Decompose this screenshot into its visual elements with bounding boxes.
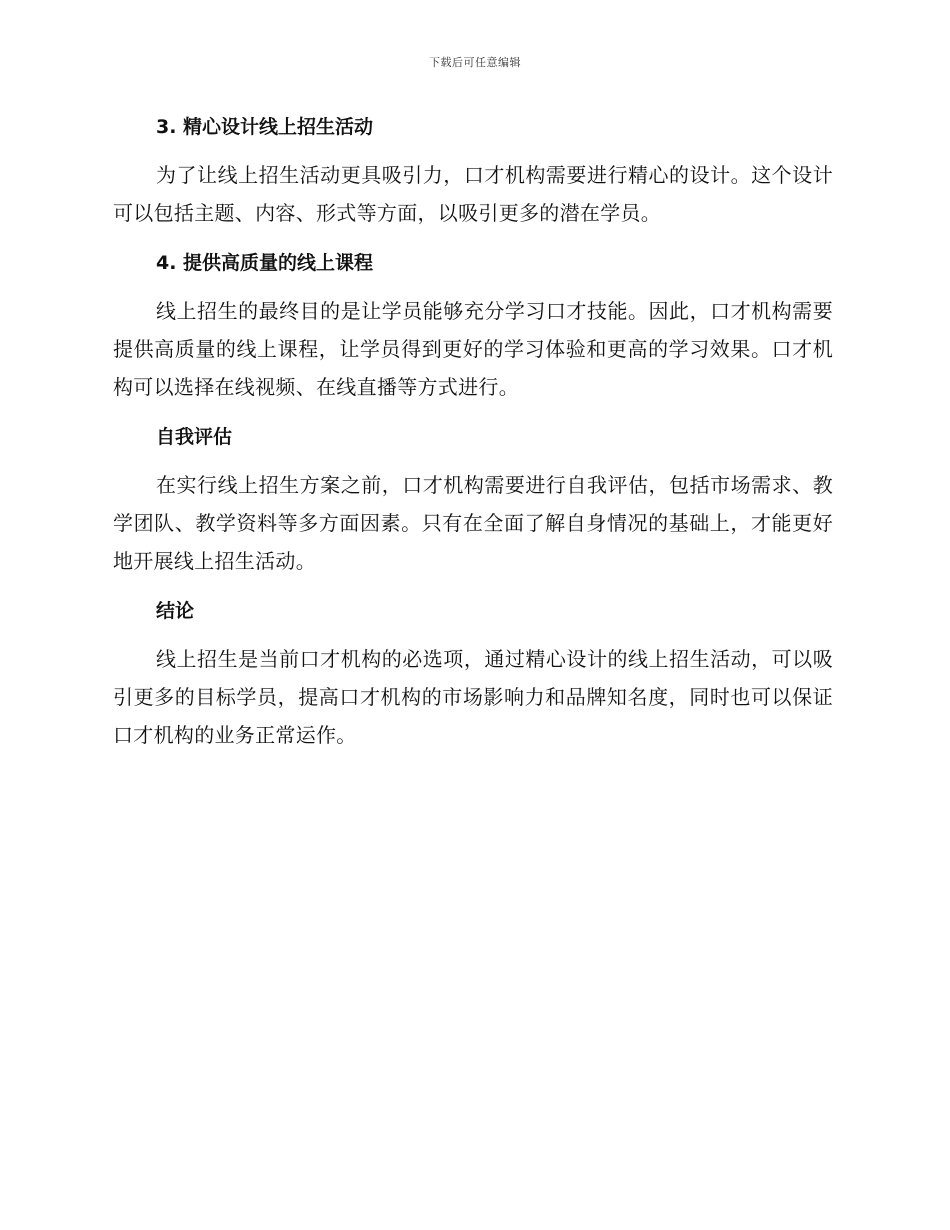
paragraph-quality-courses: 线上招生的最终目的是让学员能够充分学习口才技能。因此，口才机构需要提供高质量的线上课程，让学员得到更好的学习体验和更高的学习效果。口才机构可以选择在线视频、在线直播等方式进行。 xyxy=(113,299,833,399)
document-body xyxy=(113,110,833,768)
page-header: 下载后可任意编辑 xyxy=(429,56,521,69)
section-heading-design-activity: 3. 精心设计线上招生活动 xyxy=(156,116,374,138)
section-heading-conclusion: 结论 xyxy=(156,600,195,622)
paragraph-design-activity: 为了让线上招生活动更具吸引力，口才机构需要进行精心的设计。这个设计可以包括主题、内容、形式等方面，以吸引更多的潜在学员。 xyxy=(113,163,833,225)
paragraph-conclusion: 线上招生是当前口才机构的必选项，通过精心设计的线上招生活动，可以吸引更多的目标学员，提高口才机构的市场影响力和品牌知名度，同时也可以保证口才机构的业务正常运作。 xyxy=(113,647,833,747)
section-heading-self-assessment: 自我评估 xyxy=(156,426,233,448)
section-heading-quality-courses: 4. 提供高质量的线上课程 xyxy=(156,252,374,274)
paragraph-self-assessment: 在实行线上招生方案之前，口才机构需要进行自我评估，包括市场需求、教学团队、教学资料等多方面因素。只有在全面了解自身情况的基础上，才能更好地开展线上招生活动。 xyxy=(113,473,833,573)
